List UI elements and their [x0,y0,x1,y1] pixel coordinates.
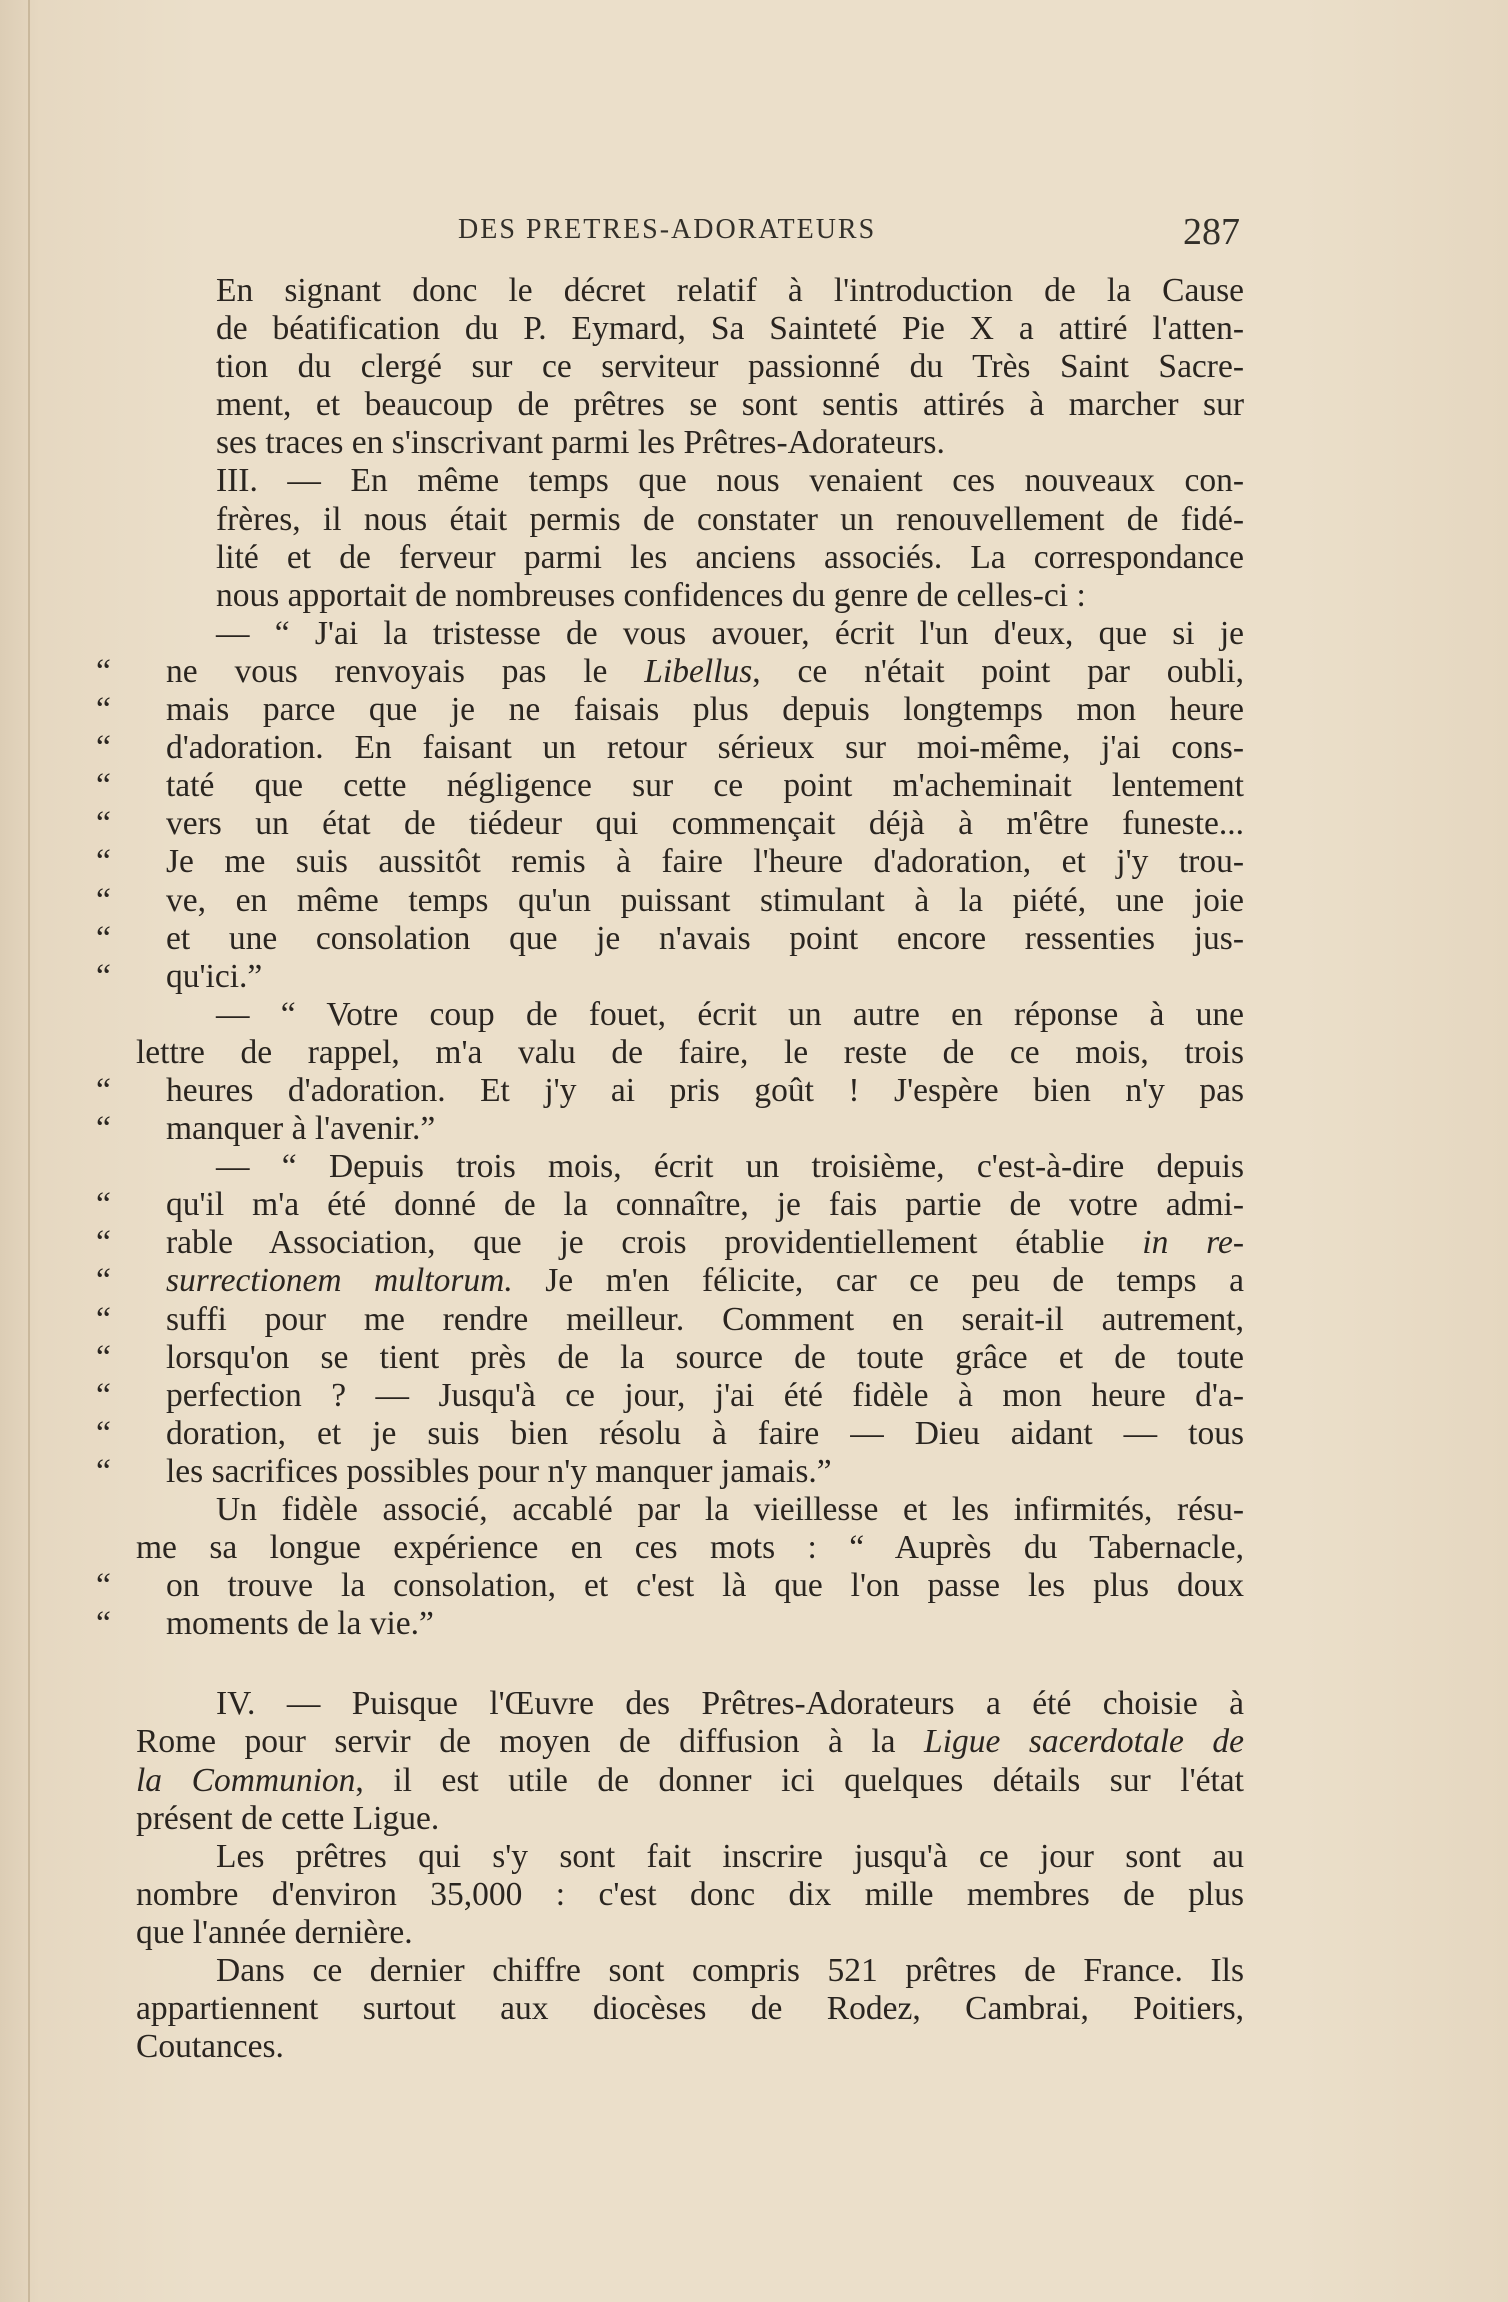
text-line: — “ J'ai la tristesse de vous avouer, écrit l'un d'eux, que si je [216,614,1244,652]
paragraph-old-associate [96,1491,1244,1643]
text-line: nous apportait de nombreuses confidences du genre de celles-ci : [216,576,1086,614]
text-line: “ ve, en même temps qu'un puissant stimulant à la piété, une joie [96,881,1244,919]
paragraph-section-iv [136,1685,1244,1837]
italic-latin: surrectionem multorum. [166,1262,513,1300]
paragraph-eymard [176,272,1244,462]
text-line: “ qu'ici.” [96,957,263,995]
text-line: “ qu'il m'a été donné de la connaître, je fais partie de votre admi- [96,1186,1244,1224]
italic-ligue: Ligue sacerdotale de [924,1723,1244,1761]
text-line: IV. — Puisque l'Œuvre des Prêtres-Adorateurs a été choisie à [216,1685,1244,1723]
text-line: nombre d'environ 35,000 : c'est donc dix mille membres de plus [136,1875,1244,1913]
text-line: “ surrectionem multorum. Je m'en félicite, car ce peu de temps a [96,1262,1244,1300]
text-line: lettre de rappel, m'a valu de faire, le reste de ce mois, trois [136,1033,1244,1071]
text-line: ses traces en s'inscrivant parmi les Prêtres-Adorateurs. [216,424,945,462]
quote-first-testimony [96,614,1244,996]
text-line: de béatification du P. Eymard, Sa Sainteté Pie X a attiré l'atten- [216,310,1244,348]
page-gutter [28,0,30,2302]
paragraph-members [136,1837,1244,1952]
text-line: que l'année dernière. [136,1913,413,1951]
text-line: me sa longue expérience en ces mots : “ Auprès du Tabernacle, [136,1529,1244,1567]
italic-libellus: Libellus [644,652,753,690]
text-line: Rome pour servir de moyen de diffusion à la Ligue sacerdotale de [136,1723,1244,1761]
text-line: “ Je me suis aussitôt remis à faire l'heure d'adoration, et j'y trou- [96,843,1244,881]
quote-second-testimony [96,995,1244,1148]
italic-latin: in re- [1142,1224,1244,1262]
text-line: tion du clergé sur ce serviteur passionné du Très Saint Sacre- [216,348,1244,386]
text-line: frères, il nous était permis de constater un renouvellement de fidé- [216,500,1244,538]
text-line: — “ Votre coup de fouet, écrit un autre en réponse à une [216,995,1244,1033]
text-line: “ taté que cette négligence sur ce point m'acheminait lentement [96,767,1244,805]
italic-ligue: la Communion [136,1761,356,1799]
text-line: “ doration, et je suis bien résolu à faire — Dieu aidant — tous [96,1414,1244,1452]
text-line: “ et une consolation que je n'avais point encore ressenties jus- [96,919,1244,957]
text-line: “ d'adoration. En faisant un retour sérieux sur moi-même, j'ai cons- [96,729,1244,767]
text-line: lité et de ferveur parmi les anciens associés. La correspondance [216,538,1244,576]
text-line: Les prêtres qui s'y sont fait inscrire jusqu'à ce jour sont au [216,1837,1244,1875]
running-title: DES PRETRES-ADORATEURS [458,214,877,245]
text-line: “ les sacrifices possibles pour n'y manquer jamais.” [96,1452,832,1490]
text-line: III. — En même temps que nous venaient ces nouveaux con- [216,462,1244,500]
text-line: la Communion, il est utile de donner ici quelques détails sur l'état [136,1761,1244,1799]
text-line: appartiennent surtout aux diocèses de Rodez, Cambrai, Poitiers, [136,1990,1244,2028]
text-line: “ ne vous renvoyais pas le Libellus, ce n'était point par oubli, [96,652,1244,690]
text-line: Dans ce dernier chiffre sont compris 521 prêtres de France. Ils [216,1952,1244,1990]
running-head [176,210,1244,254]
paragraph-section-iii [176,462,1244,614]
page-text [96,272,1244,2066]
text-line: présent de cette Ligue. [136,1799,440,1837]
text-line: “ lorsqu'on se tient près de la source de toute grâce et de toute [96,1338,1244,1376]
text-line: “ rable Association, que je crois providentiellement établie in re- [96,1224,1244,1262]
text-line: “ manquer à l'avenir.” [96,1110,436,1148]
text-line: “ heures d'adoration. Et j'y ai pris goût ! J'espère bien n'y pas [96,1071,1244,1109]
page-number: 287 [1183,211,1240,253]
text-line: En signant donc le décret relatif à l'introduction de la Cause [216,272,1244,309]
quote-third-testimony [96,1148,1244,1491]
text-line: “ vers un état de tiédeur qui commençait déjà à m'être funeste... [96,805,1244,843]
text-line: Coutances. [136,2028,284,2066]
text-line: “ on trouve la consolation, et c'est là que l'on passe les plus doux [96,1567,1244,1605]
paragraph-france [136,1952,1244,2066]
text-line: “ moments de la vie.” [96,1605,434,1643]
text-line: — “ Depuis trois mois, écrit un troisième, c'est-à-dire depuis [216,1148,1244,1186]
text-line: “ perfection ? — Jusqu'à ce jour, j'ai été fidèle à mon heure d'a- [96,1376,1244,1414]
text-line: “ suffi pour me rendre meilleur. Comment en serait-il autrement, [96,1300,1244,1338]
text-line: Un fidèle associé, accablé par la vieillesse et les infirmités, résu- [216,1491,1244,1528]
text-line: “ mais parce que je ne faisais plus depuis longtemps mon heure [96,691,1244,729]
text-line: ment, et beaucoup de prêtres se sont sentis attirés à marcher sur [216,386,1244,424]
